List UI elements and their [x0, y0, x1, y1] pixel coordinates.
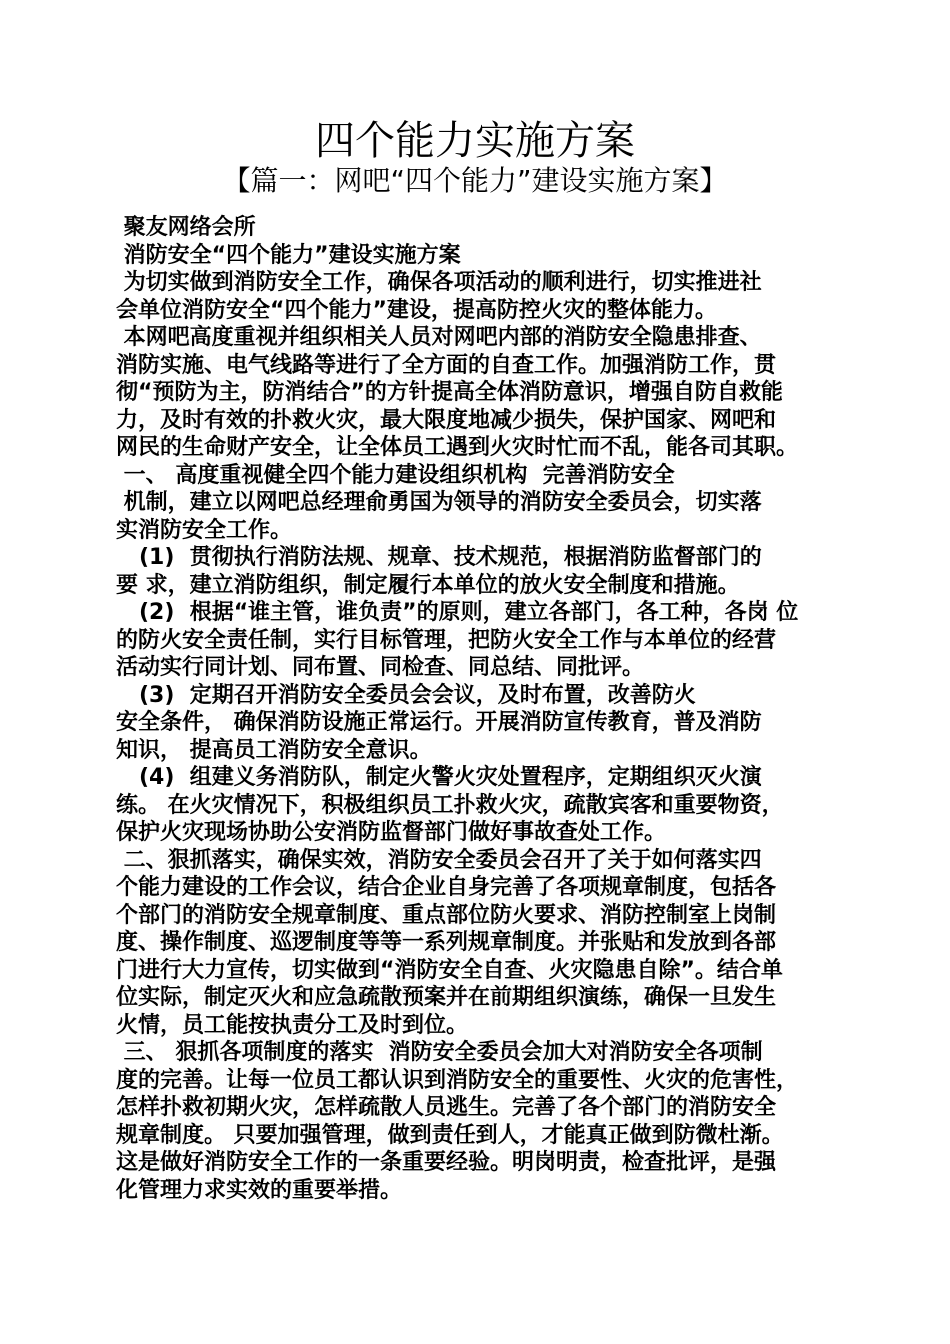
- body-line: 会单位消防安全“四个能力”建设，提高防控火灾的整体能力。: [116, 297, 717, 323]
- body-line: 火情，员工能按执责分工及时到位。: [116, 1012, 469, 1038]
- body-line: 门进行大力宣传，切实做到“消防安全自查、火灾隐患自除”。结合单: [116, 957, 783, 983]
- body-line: 活动实行同计划、同布置、同检查、同总结、同批评。: [116, 655, 645, 680]
- body-line: 度、操作制度、巡逻制度等等一系列规章制度。并张贴和发放到各部: [116, 930, 777, 955]
- body-line: 化管理力求实效的重要举措。: [116, 1177, 403, 1203]
- body-line: 实消防安全工作。: [116, 517, 293, 543]
- body-line: 保护火灾现场协助公安消防监督部门做好事故查处工作。: [116, 820, 667, 845]
- body-line: 聚友网络会所: [116, 215, 256, 240]
- body-line: 机制，建立以网吧总经理俞勇国为领导的消防安全委员会，切实落: [116, 490, 762, 515]
- body-line: 练。 在火灾情况下，积极组织员工扑救火灾，疏散宾客和重要物资，: [116, 792, 784, 818]
- body-line: (2) 根据“谁主管，谁负责”的原则，建立各部门，各工种，各岗 位: [116, 600, 799, 625]
- body-line: 安全条件， 确保消防设施正常运行。开展消防宣传教育，普及消防: [116, 710, 762, 735]
- body-line: 怎样扑救初期火灾，怎样疏散人员逃生。完善了各个部门的消防安全: [116, 1095, 777, 1120]
- body-line: 本网吧高度重视并组织相关人员对网吧内部的消防安全隐患排查、: [116, 325, 762, 350]
- body-line: 二、狠抓落实，确保实效，消防安全委员会召开了关于如何落实四: [116, 847, 762, 873]
- body-line: 消防安全“四个能力”建设实施方案: [116, 242, 461, 268]
- body-line: 知识， 提高员工消防安全意识。: [116, 737, 432, 763]
- document-title: 四个能力实施方案: [315, 118, 635, 164]
- body-line: 位实际，制定灭火和应急疏散预案并在前期组织演练，确保一旦发生: [116, 985, 777, 1010]
- body-line: 一、 高度重视健全四个能力建设组织机构 完善消防安全: [116, 462, 675, 488]
- body-line: 为切实做到消防安全工作，确保各项活动的顺利进行，切实推进社: [116, 270, 762, 295]
- body-line: 彻“预防为主，防消结合”的方针提高全体消防意识，增强自防自救能: [116, 380, 783, 405]
- body-line: 个能力建设的工作会议，结合企业自身完善了各项规章制度，包括各: [116, 875, 777, 900]
- body-line: (4) 组建义务消防队，制定火警火灾处置程序，定期组织灭火演: [116, 765, 762, 790]
- body-line: 的防火安全责任制，实行目标管理，把防火安全工作与本单位的经营: [116, 627, 777, 653]
- body-line: 要 求，建立消防组织，制定履行本单位的放火安全制度和措施。: [116, 572, 740, 598]
- body-line: 度的完善。让每一位员工都认识到消防安全的重要性、火灾的危害性，: [116, 1067, 799, 1093]
- body-line: 这是做好消防安全工作的一条重要经验。明岗明责，检查批评，是强: [116, 1150, 777, 1175]
- body-line: 力，及时有效的扑救火灾，最大限度地减少损失，保护国家、网吧和: [116, 407, 777, 433]
- body-line: (3) 定期召开消防安全委员会会议，及时布置，改善防火: [116, 682, 696, 708]
- document-body: [116, 214, 840, 1204]
- body-line: 个部门的消防安全规章制度、重点部位防火要求、消防控制室上岗制: [116, 902, 777, 928]
- body-line: (1) 贯彻执行消防法规、规章、技术规范，根据消防监督部门的: [116, 545, 762, 570]
- body-line: 消防实施、电气线路等进行了全方面的自查工作。加强消防工作，贯: [116, 352, 777, 378]
- body-line: 三、 狠抓各项制度的落实 消防安全委员会加大对消防安全各项制: [116, 1040, 763, 1065]
- body-line: 网民的生命财产安全，让全体员工遇到火灾时忙而不乱，能各司其职。: [116, 435, 799, 460]
- document-subtitle: 【篇一：网吧“四个能力”建设实施方案】: [222, 164, 728, 197]
- body-line: 规章制度。 只要加强管理，做到责任到人，才能真正做到防微杜渐。: [116, 1122, 784, 1148]
